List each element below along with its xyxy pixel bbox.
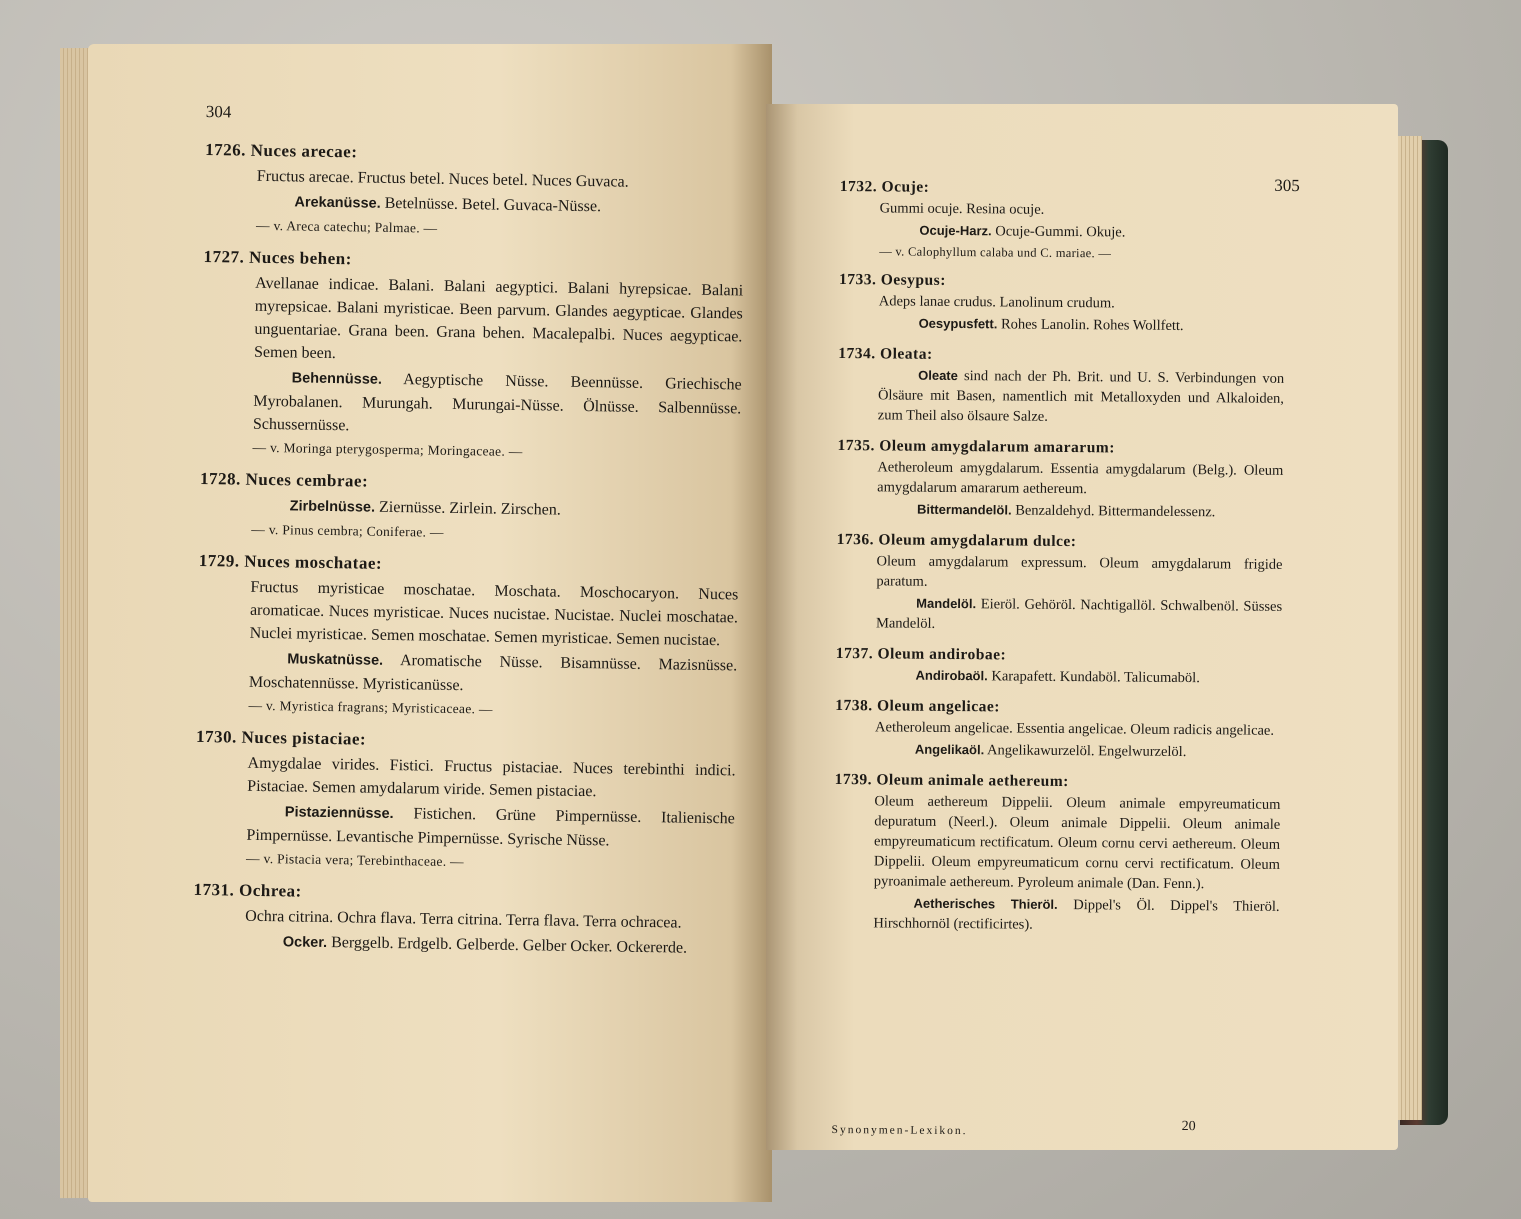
german-alternates: Dippel's Öl. Dippel's Thieröl. Hirschhornöl (rectificirtes). bbox=[873, 897, 1280, 933]
german-synonyms bbox=[197, 646, 738, 701]
footer-title: Synonymen-Lexikon. bbox=[831, 1123, 968, 1138]
german-synonyms bbox=[836, 593, 1282, 637]
dictionary-entry bbox=[200, 247, 743, 463]
latin-synonyms: Fructus arecae. Fructus betel. Nuces betel. Nuces Guvaca. bbox=[256, 167, 629, 191]
german-synonyms bbox=[199, 493, 739, 525]
german-main-term: Oesypusfett. bbox=[918, 315, 998, 332]
german-synonyms bbox=[833, 893, 1279, 937]
dictionary-entry bbox=[833, 771, 1280, 937]
german-synonyms bbox=[837, 499, 1283, 523]
entry-term: Ocuje: bbox=[881, 178, 930, 196]
entry-number: 1726. bbox=[205, 139, 247, 160]
german-main-term: Bittermandelöl. bbox=[916, 501, 1012, 518]
signature-mark: 20 bbox=[1181, 1119, 1196, 1135]
dictionary-entry bbox=[835, 697, 1282, 763]
entry-number: 1730. bbox=[195, 726, 237, 747]
dictionary-entry bbox=[835, 645, 1281, 689]
german-alternates: Berggelb. Erdgelb. Gelberde. Gelber Ocker. Ockererde. bbox=[331, 934, 688, 957]
latin-synonyms: Oleum amygdalarum expressum. Oleum amygdalarum frigide paratum. bbox=[876, 553, 1283, 590]
german-synonyms bbox=[839, 313, 1285, 337]
entry-heading bbox=[835, 697, 1281, 719]
entry-term: Oleata: bbox=[880, 345, 933, 363]
german-alternates: Fistichen. Grüne Pimpernüsse. Italienische Pimpernüsse. Levantische Pimpernüsse. Syrische Nüsse. bbox=[246, 805, 735, 850]
page-footer bbox=[831, 1119, 1252, 1140]
german-main-term: Oleate bbox=[918, 367, 958, 384]
left-page bbox=[88, 44, 772, 1202]
german-main-term: Zirbelnüsse. bbox=[289, 498, 376, 516]
german-main-term: Ocker. bbox=[282, 934, 328, 952]
left-page-text bbox=[192, 102, 746, 975]
german-alternates: Rohes Lanolin. Rohes Wollfett. bbox=[1000, 316, 1184, 335]
entry-heading bbox=[200, 469, 740, 497]
entry-list bbox=[193, 140, 746, 961]
dictionary-entry bbox=[194, 727, 736, 874]
german-alternates: Benzaldehyd. Bittermandelessenz. bbox=[1015, 502, 1216, 521]
german-alternates: Karapafett. Kundaböl. Talicumaböl. bbox=[991, 668, 1200, 687]
german-alternates: Eieröl. Gehöröl. Nachtigallöl. Schwalbenöl. Süsses Mandelöl. bbox=[875, 596, 1283, 632]
german-synonyms bbox=[839, 220, 1285, 244]
botanical-reference: — v. Areca catechu; Palmae. — bbox=[255, 217, 438, 236]
german-synonyms bbox=[838, 365, 1285, 429]
dictionary-entry bbox=[836, 531, 1283, 637]
german-synonyms bbox=[201, 365, 742, 443]
german-main-term: Behennüsse. bbox=[291, 370, 383, 388]
entry-number: 1734. bbox=[838, 344, 876, 363]
german-alternates: Betelnüsse. Betel. Guvaca-Nüsse. bbox=[384, 194, 602, 216]
entry-number: 1733. bbox=[838, 270, 877, 289]
dictionary-entry bbox=[838, 345, 1285, 429]
german-main-term: Aetherisches Thieröl. bbox=[913, 895, 1058, 912]
entry-heading bbox=[839, 271, 1285, 293]
entry-heading bbox=[836, 645, 1282, 667]
entry-term: Oleum amygdalarum amararum: bbox=[879, 437, 1115, 457]
botanical-reference: — v. Pinus cembra; Coniferae. — bbox=[251, 521, 444, 540]
entry-heading bbox=[203, 247, 743, 275]
entry-term: Oleum andirobae: bbox=[877, 645, 1007, 664]
entry-term: Nuces moschatae: bbox=[244, 551, 383, 573]
german-main-term: Angelikaöl. bbox=[914, 741, 985, 758]
german-synonyms bbox=[835, 665, 1281, 689]
page-number: 305 bbox=[1274, 175, 1300, 196]
german-synonyms bbox=[194, 799, 735, 854]
latin-synonyms: Adeps lanae crudus. Lanolinum crudum. bbox=[878, 293, 1115, 312]
german-alternates: Ocuje-Gummi. Okuje. bbox=[995, 223, 1126, 241]
dictionary-entry bbox=[199, 469, 740, 545]
entry-number: 1729. bbox=[198, 550, 240, 571]
latin-synonyms: Gummi ocuje. Resina ocuje. bbox=[879, 200, 1045, 218]
latin-synonyms: Aetheroleum amygdalarum. Essentia amygdalarum (Belg.). Oleum amygdalarum amararum aethereum. bbox=[877, 459, 1284, 498]
entry-term: Oleum amygdalarum dulce: bbox=[878, 531, 1077, 551]
latin-synonyms: Amygdalae virides. Fistici. Fructus pistaciae. Nuces terebinthi indici. Pistaciae. Semen amydalarum viride. Semen pistaciae. bbox=[247, 754, 736, 801]
dictionary-entry bbox=[193, 880, 734, 961]
entry-number: 1735. bbox=[837, 436, 875, 455]
german-main-term: Andirobaöl. bbox=[915, 667, 988, 684]
entry-number: 1727. bbox=[203, 246, 245, 267]
entry-number: 1737. bbox=[835, 644, 874, 663]
entry-term: Nuces pistaciae: bbox=[241, 727, 367, 749]
german-alternates: Aegyptische Nüsse. Beennüsse. Griechische Myrobalanen. Murungah. Murungai-Nüsse. Ölnüsse. Salbennüsse. Schussernüsse. bbox=[252, 371, 742, 435]
entry-term: Nuces behen: bbox=[248, 247, 353, 269]
entry-heading bbox=[837, 531, 1283, 553]
entry-number: 1731. bbox=[193, 879, 235, 900]
german-main-term: Muskatnüsse. bbox=[287, 651, 384, 669]
botanical-reference: — v. Myristica fragrans; Myristicaceae. — bbox=[248, 697, 493, 717]
dictionary-entry bbox=[837, 437, 1284, 523]
dictionary-entry bbox=[204, 140, 745, 241]
entry-number: 1728. bbox=[199, 468, 241, 489]
botanical-reference: — v. Moringa pterygosperma; Moringaceae. — bbox=[252, 439, 523, 460]
german-synonyms bbox=[835, 739, 1281, 763]
right-page bbox=[766, 104, 1398, 1150]
entry-term: Oleum angelicae: bbox=[876, 697, 1001, 716]
entry-term: Oleum animale aethereum: bbox=[876, 771, 1069, 791]
german-alternates: sind nach der Ph. Brit. und U. S. Verbindungen von Ölsäure mit Basen, namentlich mit Metalloxyden und Alkaloiden, zum Theil also ölsaure Salze. bbox=[877, 368, 1285, 425]
entry-number: 1738. bbox=[835, 696, 873, 715]
dictionary-entry bbox=[839, 178, 1286, 263]
german-alternates: Ziernüsse. Zirlein. Zirschen. bbox=[378, 498, 561, 519]
entry-heading bbox=[199, 551, 739, 579]
entry-heading bbox=[196, 727, 736, 755]
entry-heading bbox=[840, 178, 1286, 200]
entry-term: Ochrea: bbox=[238, 880, 302, 901]
german-main-term: Mandelöl. bbox=[916, 595, 977, 612]
entry-number: 1732. bbox=[839, 177, 878, 196]
entry-heading bbox=[835, 771, 1281, 793]
dictionary-entry bbox=[839, 271, 1286, 337]
german-main-term: Pistaziennüsse. bbox=[284, 804, 394, 823]
dictionary-entry bbox=[196, 551, 738, 721]
german-alternates: Angelikawurzelöl. Engelwurzelöl. bbox=[987, 742, 1187, 761]
german-alternates: Aromatische Nüsse. Bisamnüsse. Mazisnüsse. Moschatennüsse. Myristicanüsse. bbox=[248, 652, 738, 695]
latin-synonyms: Aetheroleum angelicae. Essentia angelicae. Oleum radicis angelicae. bbox=[875, 719, 1275, 739]
latin-synonyms: Fructus myristicae moschatae. Moschata. Moschocaryon. Nuces aromaticae. Nuces myristicae. Nuces nucistae. Nucistae. Nuclei moschatae. Nuclei myristicae. Semen moschatae. Semen myristicae. Semen nucistae. bbox=[249, 578, 739, 650]
entry-list bbox=[833, 178, 1286, 937]
german-main-term: Ocuje-Harz. bbox=[919, 222, 992, 239]
entry-heading bbox=[837, 437, 1283, 459]
entry-number: 1736. bbox=[836, 530, 875, 549]
latin-synonyms: Oleum aethereum Dippelii. Oleum animale empyreumaticum depuratum (Neerl.). Oleum animale Dippelii. Oleum animale empyreumaticum rectificatum. Oleum cornu cervi aethereum. Oleum Dippelii. Oleum empyreumaticum cornu cervi rectificatum. Oleum pyroanimale aethereum. Pyroleum animale (Dan. Fenn.). bbox=[873, 793, 1281, 893]
entry-number: 1739. bbox=[834, 770, 873, 789]
entry-heading bbox=[193, 880, 733, 908]
entry-heading bbox=[838, 345, 1284, 367]
entry-term: Nuces arecae: bbox=[250, 140, 358, 162]
latin-synonyms: Ochra citrina. Ochra flava. Terra citrina. Terra flava. Terra ochracea. bbox=[245, 907, 682, 932]
botanical-reference: — v. Pistacia vera; Terebinthaceae. — bbox=[246, 850, 465, 870]
right-page-text bbox=[831, 164, 1300, 1138]
latin-synonyms: Avellanae indicae. Balani. Balani aegyptici. Balani hyrepsicae. Balani myrepsicae. Balani myristicae. Been parvum. Glandes aegypticae. Glandes unguentariae. Grana been. Grana behen. Macalepalbi. Nuces aegypticae. Semen been. bbox=[253, 274, 744, 363]
page-number: 304 bbox=[205, 102, 232, 122]
entry-term: Nuces cembrae: bbox=[245, 469, 369, 491]
botanical-reference: — v. Calophyllum calaba und C. mariae. — bbox=[879, 244, 1112, 261]
entry-term: Oesypus: bbox=[880, 271, 946, 289]
german-main-term: Arekanüsse. bbox=[294, 194, 381, 212]
